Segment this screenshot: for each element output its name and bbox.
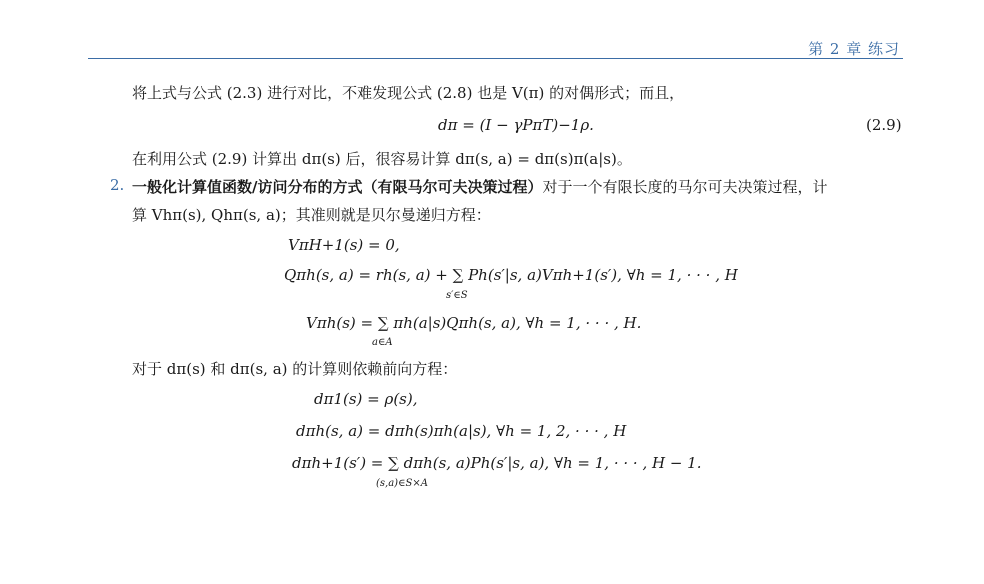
forward-eq-1: dπ1(s) = ρ(s), (314, 390, 418, 408)
bellman-sum-subscript-1: s′∈S (446, 290, 468, 301)
forward-sum-subscript: (s,a)∈S×A (376, 478, 428, 489)
forward-eq-3: dπh+1(s′) = ∑ dπh(s, a)Ph(s′|s, a), ∀h = 1, · · · , H − 1. (292, 454, 702, 472)
forward-eq-2: dπh(s, a) = dπh(s)πh(a|s), ∀h = 1, 2, · · · , H (296, 422, 627, 440)
equation-number-2-9: (2.9) (866, 116, 902, 134)
item-2-text-line1: 对于一个有限长度的马尔可夫决策过程，计 (542, 178, 828, 196)
item-2-title: 一般化计算值函数/访问分布的方式（有限马尔可夫决策过程） (132, 178, 543, 196)
bellman-eq-2: Qπh(s, a) = rh(s, a) + ∑ Ph(s′|s, a)Vπh+1(s′), ∀h = 1, · · · , H (284, 266, 738, 284)
item-2-line1 (132, 176, 828, 197)
paragraph-3: 对于 dπ(s) 和 dπ(s, a) 的计算则依赖前向方程： (132, 360, 458, 378)
item-2-line2: 算 Vhπ(s), Qhπ(s, a)；其准则就是贝尔曼递归方程： (132, 206, 491, 224)
item-2-number: 2. (110, 176, 125, 194)
equation-2-9: dπ = (I − γPπT)−1ρ. (438, 116, 594, 134)
paragraph-1: 将上式与公式 (2.3) 进行对比，不难发现公式 (2.8) 也是 V(π) 的对偶形式；而且， (132, 84, 685, 102)
paragraph-2: 在利用公式 (2.9) 计算出 dπ(s) 后，很容易计算 dπ(s, a) = dπ(s)π(a|s)。 (132, 150, 632, 168)
page-header: 第 2 章 练习 (808, 40, 900, 58)
bellman-sum-subscript-2: a∈A (372, 337, 393, 348)
header-rule (88, 58, 903, 59)
bellman-eq-1: VπH+1(s) = 0, (288, 236, 400, 254)
bellman-eq-3: Vπh(s) = ∑ πh(a|s)Qπh(s, a), ∀h = 1, · · · , H. (306, 314, 642, 332)
